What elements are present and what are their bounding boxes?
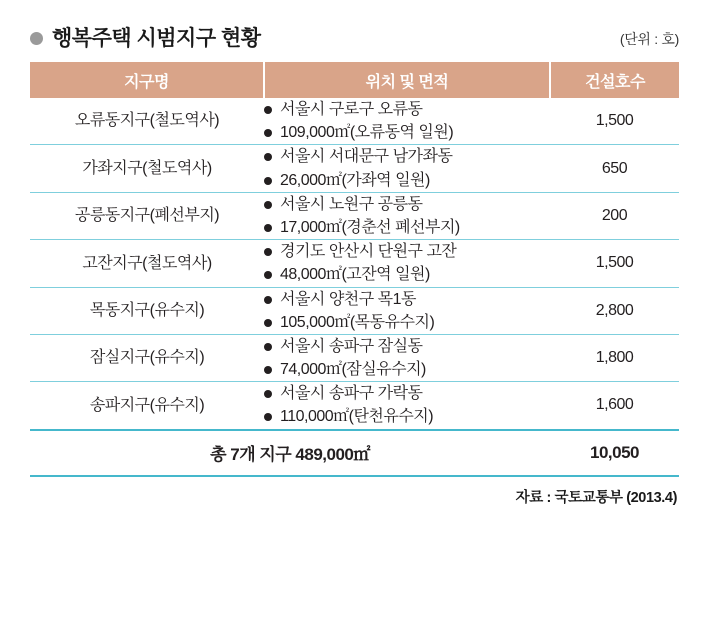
data-table: [30, 62, 679, 477]
location-line: [264, 288, 550, 311]
cell-units: 200: [550, 192, 679, 239]
column-header-location-area: 위치 및 면적: [264, 62, 550, 98]
cell-units: 2,800: [550, 287, 679, 334]
total-units: 10,050: [550, 430, 679, 476]
bullet-dot-icon: [264, 296, 272, 304]
table-row: [30, 192, 679, 239]
location-text: 서울시 양천구 목1동: [280, 290, 416, 308]
area-text: 105,000㎡(목동유수지): [280, 313, 435, 331]
cell-location-area: [264, 145, 550, 192]
column-header-district: 지구명: [30, 62, 264, 98]
location-text: 서울시 송파구 잠실동: [280, 337, 423, 355]
cell-district: 목동지구(유수지): [30, 287, 264, 334]
cell-district: 가좌지구(철도역사): [30, 145, 264, 192]
cell-units: 1,800: [550, 334, 679, 381]
cell-district: 송파지구(유수지): [30, 382, 264, 430]
cell-location-area: [264, 334, 550, 381]
cell-district: 고잔지구(철도역사): [30, 240, 264, 287]
area-line: [264, 405, 550, 428]
bullet-icon: [30, 32, 43, 45]
area-line: [264, 121, 550, 144]
location-line: [264, 98, 550, 121]
table-row: [30, 334, 679, 381]
area-line: [264, 311, 550, 334]
area-line: [264, 263, 550, 286]
table-row: [30, 382, 679, 430]
area-text: 74,000㎡(잠실유수지): [280, 361, 426, 379]
bullet-dot-icon: [264, 177, 272, 185]
bullet-dot-icon: [264, 129, 272, 137]
location-text: 서울시 구로구 오류동: [280, 101, 423, 118]
table-row: [30, 145, 679, 192]
location-text: 서울시 송파구 가락동: [280, 385, 423, 403]
total-label: 총 7개 지구 489,000㎡: [30, 430, 550, 476]
area-text: 17,000㎡(경춘선 폐선부지): [280, 218, 460, 236]
cell-district: 잠실지구(유수지): [30, 334, 264, 381]
area-text: 109,000㎡(오류동역 일원): [280, 124, 454, 142]
area-text: 26,000㎡(가좌역 일원): [280, 171, 430, 189]
unit-note: (단위 : 호): [619, 31, 679, 47]
cell-units: 1,500: [550, 98, 679, 145]
title-group: [30, 22, 261, 52]
bullet-dot-icon: [264, 343, 272, 351]
location-line: [264, 382, 550, 405]
cell-location-area: [264, 98, 550, 145]
table-row: [30, 240, 679, 287]
bullet-dot-icon: [264, 319, 272, 327]
table-header-row: [30, 62, 679, 98]
table-total-row: [30, 430, 679, 476]
cell-location-area: [264, 240, 550, 287]
column-header-units: 건설호수: [550, 62, 679, 98]
bullet-dot-icon: [264, 201, 272, 209]
table-row: [30, 98, 679, 145]
bullet-dot-icon: [264, 390, 272, 398]
bullet-dot-icon: [264, 224, 272, 232]
location-line: [264, 335, 550, 358]
area-line: [264, 216, 550, 239]
table-row: [30, 287, 679, 334]
area-text: 48,000㎡(고잔역 일원): [280, 266, 430, 284]
bullet-dot-icon: [264, 153, 272, 161]
location-text: 경기도 안산시 단원구 고잔: [280, 243, 457, 261]
bullet-dot-icon: [264, 366, 272, 374]
cell-units: 1,600: [550, 382, 679, 430]
cell-units: 650: [550, 145, 679, 192]
source-note: 자료 : 국토교통부 (2013.4): [515, 489, 677, 506]
page-title: 행복주택 시범지구 현황: [52, 27, 261, 50]
area-line: [264, 358, 550, 381]
location-line: [264, 193, 550, 216]
area-text: 110,000㎡(탄천유수지): [280, 408, 434, 426]
location-text: 서울시 노원구 공릉동: [280, 195, 423, 213]
location-text: 서울시 서대문구 남가좌동: [280, 148, 453, 166]
cell-units: 1,500: [550, 240, 679, 287]
bullet-dot-icon: [264, 248, 272, 256]
cell-district: 공릉동지구(폐선부지): [30, 192, 264, 239]
cell-location-area: [264, 192, 550, 239]
location-line: [264, 240, 550, 263]
bullet-dot-icon: [264, 106, 272, 114]
title-row: [30, 22, 679, 52]
cell-district: 오류동지구(철도역사): [30, 98, 264, 145]
bullet-dot-icon: [264, 413, 272, 421]
cell-location-area: [264, 382, 550, 430]
area-line: [264, 169, 550, 192]
location-line: [264, 145, 550, 168]
cell-location-area: [264, 287, 550, 334]
bullet-dot-icon: [264, 271, 272, 279]
